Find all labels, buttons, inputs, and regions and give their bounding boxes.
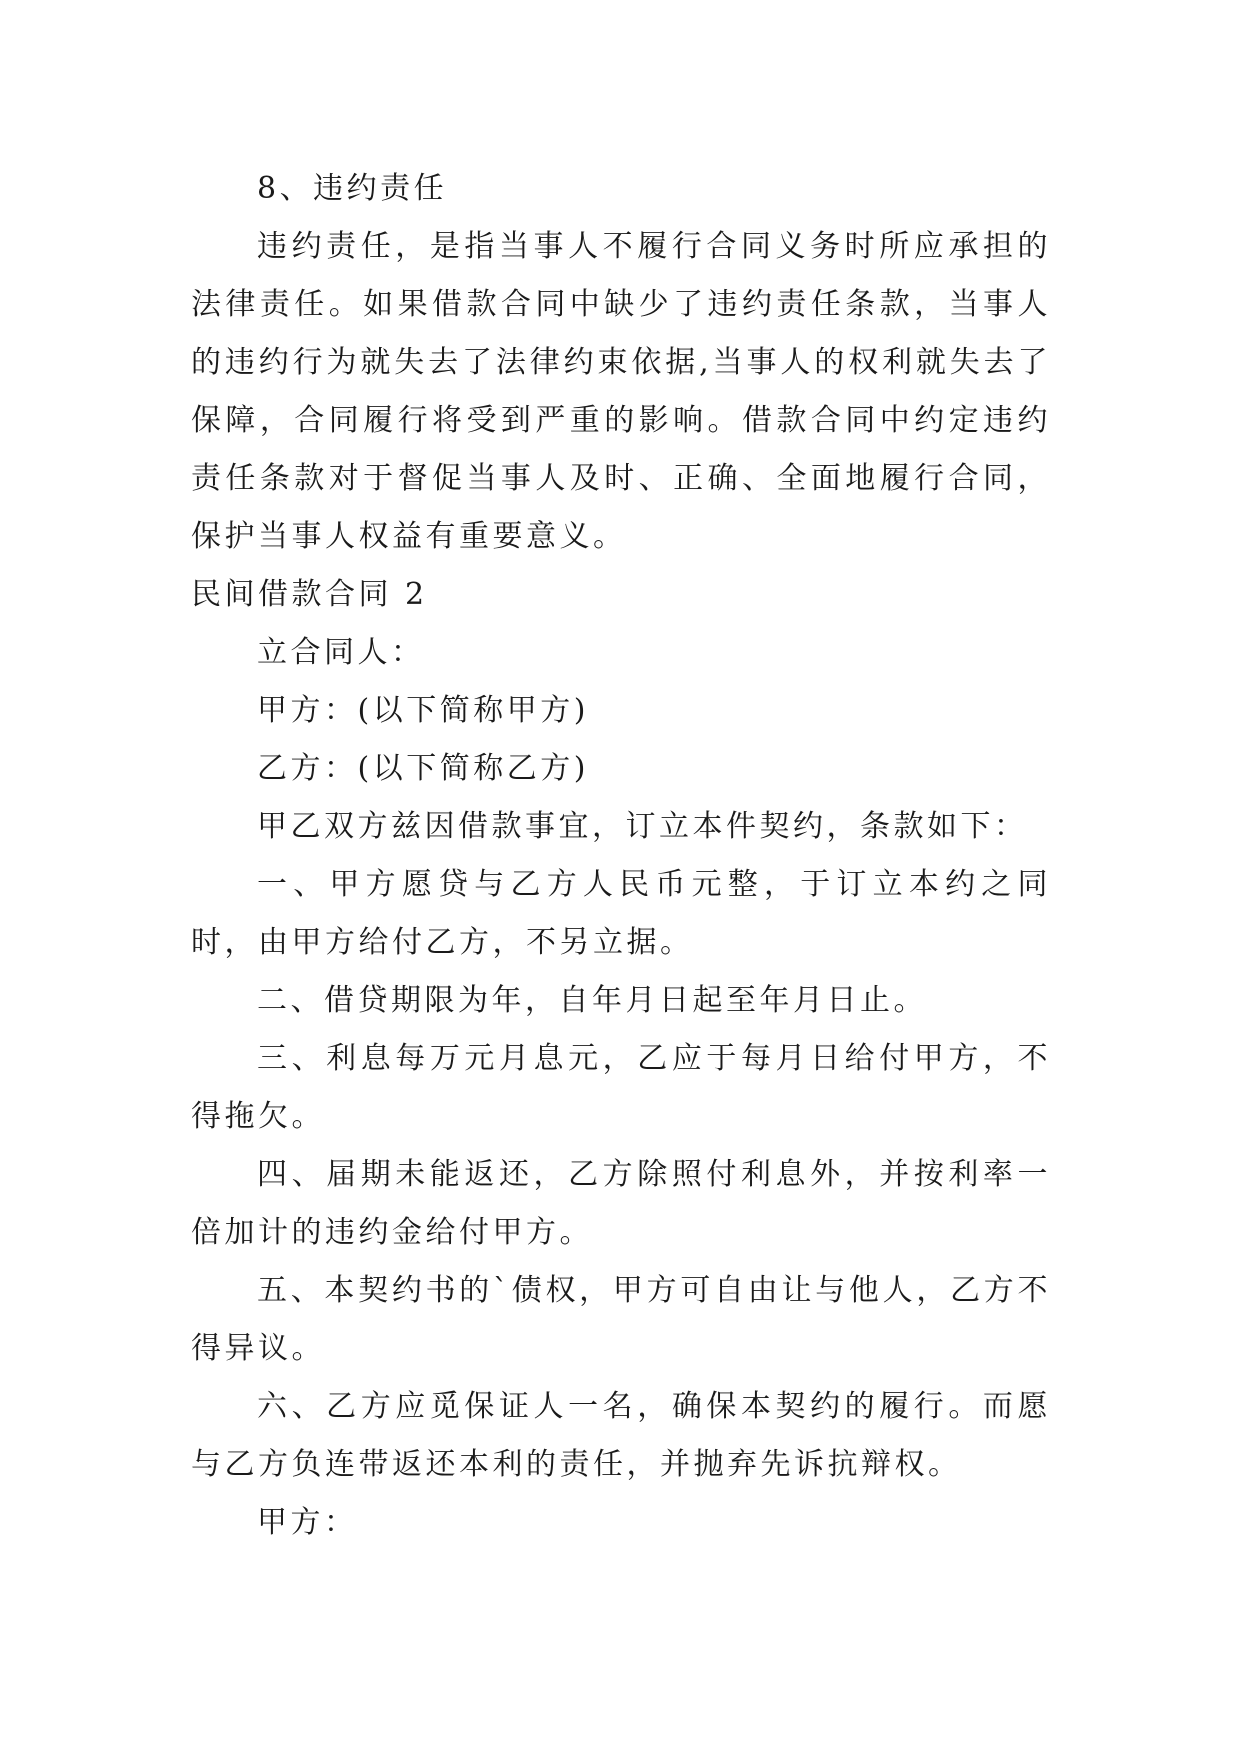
signature-party-a: 甲方： [257,1505,358,1540]
contract-title: 民间借款合同 2 [191,577,428,612]
paragraph-preamble: 甲乙双方兹因借款事宜，订立本件契约，条款如下： [257,809,1028,844]
clause-2: 二、借贷期限为年，自年月日起至年月日止。 [257,983,927,1018]
paragraph-party-b: 乙方：(以下简称乙方) [257,751,589,786]
clause-5: 五、本契约书的`债权，甲方可自由让与他人，乙方不得异议。 [191,1273,1051,1366]
clause-1: 一、甲方愿贷与乙方人民币元整，于订立本约之同时，由甲方给付乙方，不另立据。 [191,867,1051,960]
paragraph-breach-liability: 违约责任，是指当事人不履行合同义务时所应承担的法律责任。如果借款合同中缺少了违约责任条款，当事人的违约行为就失去了法律约束依据,当事人的权利就失去了保障，合同履行将受到严重的影响。借款合同中约定违约责任条款对于督促当事人及时、正确、全面地履行合同，保护当事人权益有重要意义。 [191,229,1051,554]
section-heading-breach: 8、违约责任 [257,171,448,206]
clause-6: 六、乙方应觅保证人一名，确保本契约的履行。而愿与乙方负连带返还本利的责任，并抛弃先诉抗辩权。 [191,1389,1051,1482]
paragraph-party-a: 甲方：(以下简称甲方) [257,693,589,728]
paragraph-parties-label: 立合同人： [257,635,425,670]
document-body [191,160,1051,1552]
clause-4: 四、届期未能返还，乙方除照付利息外，并按利率一倍加计的违约金给付甲方。 [191,1157,1051,1250]
clause-3: 三、利息每万元月息元，乙应于每月日给付甲方，不得拖欠。 [191,1041,1051,1134]
